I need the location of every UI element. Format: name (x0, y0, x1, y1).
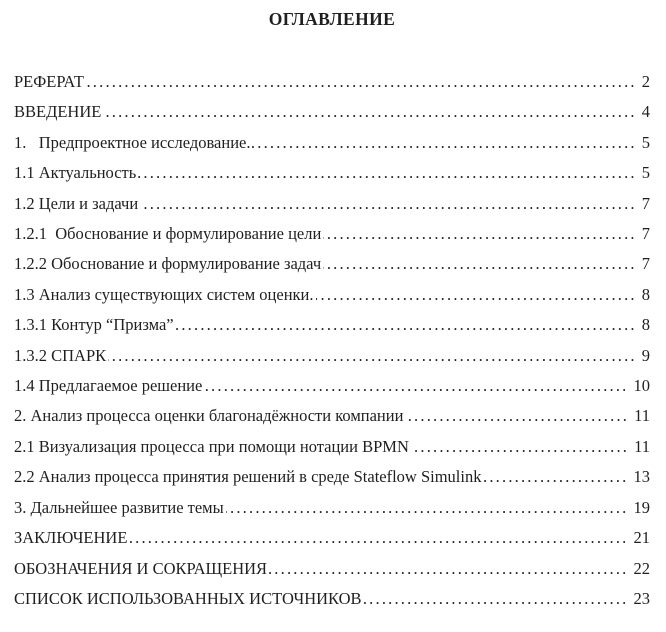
dot-leader (103, 97, 636, 127)
toc-entry[interactable] (14, 493, 650, 523)
toc-entry-page: 9 (641, 345, 650, 365)
toc-entry-page: 13 (633, 467, 650, 487)
toc-entry-label: 1.1 Актуальность (14, 163, 137, 183)
toc-entry-page: 5 (641, 163, 650, 183)
toc-entry-page: 8 (641, 315, 650, 335)
toc-entry-label: 3. Дальнейшее развитие темы (14, 497, 224, 517)
toc-entry-page: 7 (641, 254, 650, 274)
toc-entry-page: 5 (641, 132, 650, 152)
toc-entry[interactable] (14, 189, 650, 219)
dot-leader (364, 584, 629, 614)
toc-entry[interactable] (14, 371, 650, 401)
toc-entry[interactable] (14, 462, 650, 492)
toc-entry-label: 2.2 Анализ процесса принятия решений в среде Stateflow Simulink (14, 467, 482, 487)
toc-entry-label: 1.3.1 Контур “Призма” (14, 315, 174, 335)
toc-entry-label: 1.2.1 Обоснование и формулирование цели (14, 224, 322, 244)
toc-entry-page: 11 (634, 436, 650, 456)
toc-entry[interactable] (14, 341, 650, 371)
toc-entry-page: 11 (634, 406, 650, 426)
toc-entry-label: 1. Предпроектное исследование. (14, 132, 251, 152)
toc-entry[interactable] (14, 401, 650, 431)
dot-leader (405, 401, 629, 431)
dot-leader (204, 371, 628, 401)
toc-entry[interactable] (14, 67, 650, 97)
dot-leader (252, 128, 636, 158)
page-title: ОГЛАВЛЕНИЕ (268, 9, 396, 29)
toc-entry-page: 21 (633, 528, 650, 548)
toc-entry-page: 19 (633, 497, 650, 517)
toc-entry-label: 1.2 Цели и задачи (14, 193, 139, 213)
dot-leader (323, 219, 636, 249)
toc-entry-page: 23 (633, 588, 650, 608)
dot-leader (316, 280, 637, 310)
toc-entry-label: СПИСОК ИСПОЛЬЗОВАННЫХ ИСТОЧНИКОВ (14, 588, 362, 608)
toc-entry-label: 1.4 Предлагаемое решение (14, 376, 203, 396)
toc-entry-label: ЗАКЛЮЧЕНИЕ (14, 528, 128, 548)
dot-leader (140, 189, 637, 219)
toc-entry-label: 2. Анализ процесса оценки благонадёжности компании (14, 406, 404, 426)
toc-entry-page: 10 (633, 376, 650, 396)
toc-entry-label: 1.3.2 СПАРК (14, 345, 107, 365)
toc-entry[interactable] (14, 310, 650, 340)
toc-entry[interactable] (14, 219, 650, 249)
toc-entry[interactable] (14, 128, 650, 158)
dot-leader (483, 462, 628, 492)
dot-leader (269, 554, 628, 584)
dot-leader (129, 523, 628, 553)
toc-entry-label: 1.2.2 Обоснование и формулирование задач (14, 254, 322, 274)
toc-entry-label: 2.1 Визуализация процесса при помощи нотации BPMN (14, 436, 409, 456)
toc-entry[interactable] (14, 280, 650, 310)
toc-entry-page: 8 (641, 284, 650, 304)
dot-leader (226, 493, 629, 523)
dot-leader (108, 341, 637, 371)
toc-entry-label: 1.3 Анализ существующих систем оценки. (14, 284, 314, 304)
toc-entry-page: 7 (641, 224, 650, 244)
dot-leader (323, 249, 637, 279)
toc-entry[interactable] (14, 523, 650, 553)
toc-entry[interactable] (14, 249, 650, 279)
toc-entry[interactable] (14, 158, 650, 188)
toc-entry-page: 7 (641, 193, 650, 213)
dot-leader (411, 432, 629, 462)
toc-entry-label: ОБОЗНАЧЕНИЯ И СОКРАЩЕНИЯ (14, 558, 268, 578)
toc-entry[interactable] (14, 97, 650, 127)
table-of-contents (14, 67, 650, 614)
toc-entry-label: РЕФЕРАТ (14, 72, 84, 91)
toc-entry[interactable] (14, 584, 650, 614)
toc-entry[interactable] (14, 554, 650, 584)
toc-entry-page: 4 (641, 102, 650, 122)
toc-entry-page: 2 (641, 72, 650, 91)
dot-leader (86, 67, 637, 97)
dot-leader (176, 310, 637, 340)
toc-entry-page: 22 (633, 558, 650, 578)
toc-entry[interactable] (14, 432, 650, 462)
toc-entry-label: ВВЕДЕНИЕ (14, 102, 102, 122)
dot-leader (138, 158, 636, 188)
